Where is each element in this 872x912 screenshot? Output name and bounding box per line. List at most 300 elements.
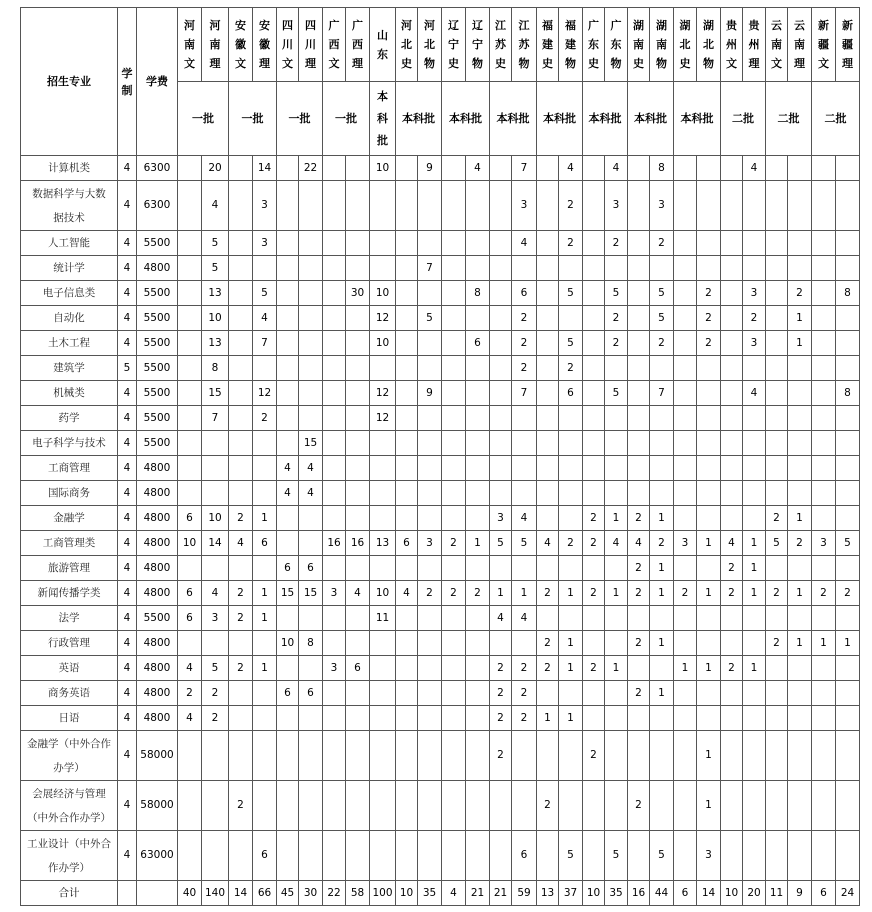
header-province-6 xyxy=(323,8,346,82)
duration-value: 4 xyxy=(123,461,131,474)
quota-value: 6 xyxy=(284,686,291,699)
quota-cell xyxy=(697,281,721,306)
quota-cell xyxy=(299,256,323,281)
quota-cell xyxy=(697,481,721,506)
quota-cell xyxy=(346,481,370,506)
quota-cell xyxy=(202,731,229,781)
quota-cell xyxy=(202,406,229,431)
quota-value: 2 xyxy=(728,561,735,574)
quota-cell xyxy=(721,481,743,506)
quota-cell xyxy=(323,331,346,356)
quota-cell xyxy=(743,406,766,431)
quota-cell xyxy=(697,256,721,281)
quota-cell xyxy=(442,531,466,556)
duration-value: 4 xyxy=(123,561,131,574)
quota-value: 3 xyxy=(612,199,620,211)
quota-value: 2 xyxy=(237,661,244,674)
quota-cell xyxy=(178,356,202,381)
fee-cell xyxy=(137,731,178,781)
quota-cell xyxy=(674,706,697,731)
quota-cell xyxy=(202,231,229,256)
major-name: 旅游管理 xyxy=(48,561,90,574)
quota-value: 5 xyxy=(844,536,851,549)
quota-value: 14 xyxy=(208,536,222,549)
total-label-cell xyxy=(21,881,118,906)
duration-cell xyxy=(118,706,137,731)
quota-value: 4 xyxy=(474,161,481,174)
quota-cell xyxy=(418,731,442,781)
quota-cell xyxy=(346,681,370,706)
quota-cell xyxy=(370,181,396,231)
quota-cell xyxy=(721,781,743,831)
quota-value: 1 xyxy=(520,586,528,599)
quota-value: 4 xyxy=(237,536,244,549)
quota-cell xyxy=(466,706,490,731)
quota-cell xyxy=(812,381,836,406)
quota-value: 5 xyxy=(658,311,665,324)
quota-cell xyxy=(788,356,812,381)
major-name: 建筑学 xyxy=(53,361,85,374)
duration-cell xyxy=(118,356,137,381)
major-name: 人工智能 xyxy=(48,236,90,249)
quota-cell xyxy=(396,831,418,881)
quota-cell xyxy=(512,381,537,406)
quota-cell xyxy=(650,831,674,881)
province-char: 苏 xyxy=(495,38,506,51)
quota-cell xyxy=(674,556,697,581)
quota-cell xyxy=(202,356,229,381)
province-char: 物 xyxy=(472,57,483,70)
quota-cell xyxy=(299,331,323,356)
quota-value: 1 xyxy=(705,586,712,599)
quota-cell xyxy=(697,406,721,431)
quota-cell xyxy=(466,406,490,431)
quota-cell xyxy=(323,456,346,481)
quota-cell xyxy=(537,231,559,256)
province-char: 州 xyxy=(726,38,737,51)
quota-value: 4 xyxy=(211,586,219,599)
quota-cell xyxy=(743,456,766,481)
header-province-15 xyxy=(537,8,559,82)
quota-cell xyxy=(299,656,323,681)
fee-cell xyxy=(137,656,178,681)
quota-cell xyxy=(277,381,299,406)
quota-cell xyxy=(370,656,396,681)
duration-cell xyxy=(118,831,137,881)
total-quota-cell xyxy=(788,881,812,906)
quota-cell xyxy=(766,256,788,281)
quota-cell xyxy=(605,406,628,431)
quota-value: 2 xyxy=(705,286,712,299)
header-province-0 xyxy=(178,8,202,82)
major-name: （中外合作办学） xyxy=(27,811,111,824)
quota-cell xyxy=(650,631,674,656)
header-province-20 xyxy=(650,8,674,82)
quota-value: 3 xyxy=(330,586,338,599)
quota-cell xyxy=(466,281,490,306)
total-value: 100 xyxy=(372,886,393,899)
quota-cell xyxy=(490,606,512,631)
quota-cell xyxy=(346,781,370,831)
province-char: 文 xyxy=(235,57,246,70)
quota-value: 6 xyxy=(261,536,268,549)
quota-cell xyxy=(743,431,766,456)
quota-cell xyxy=(253,431,277,456)
batch-label: 一批 xyxy=(335,112,357,125)
total-quota-cell xyxy=(370,881,396,906)
quota-value: 1 xyxy=(705,799,712,811)
major-cell xyxy=(21,631,118,656)
quota-value: 2 xyxy=(567,361,574,374)
major-name: 自动化 xyxy=(53,311,85,324)
quota-value: 4 xyxy=(635,536,642,549)
quota-value: 3 xyxy=(658,199,665,211)
quota-value: 5 xyxy=(612,286,620,299)
quota-value: 2 xyxy=(750,311,758,324)
quota-cell xyxy=(605,556,628,581)
quota-cell xyxy=(628,231,650,256)
fee-cell xyxy=(137,331,178,356)
major-name: 办学） xyxy=(53,761,85,774)
quota-cell xyxy=(743,581,766,606)
quota-value: 1 xyxy=(261,611,268,624)
quota-cell xyxy=(836,406,860,431)
quota-cell xyxy=(396,681,418,706)
quota-cell xyxy=(418,556,442,581)
total-quota-cell xyxy=(766,881,788,906)
major-cell xyxy=(21,731,118,781)
quota-value: 2 xyxy=(520,311,528,324)
quota-cell xyxy=(812,156,836,181)
major-cell xyxy=(21,381,118,406)
quota-cell xyxy=(697,706,721,731)
quota-cell xyxy=(229,181,253,231)
quota-cell xyxy=(277,431,299,456)
quota-cell xyxy=(674,356,697,381)
quota-cell xyxy=(442,731,466,781)
batch-char: 本 xyxy=(377,89,388,103)
quota-cell xyxy=(628,531,650,556)
header-duration xyxy=(118,8,137,156)
quota-cell xyxy=(559,456,583,481)
quota-cell xyxy=(229,506,253,531)
quota-cell xyxy=(466,331,490,356)
quota-value: 6 xyxy=(186,611,193,624)
quota-cell xyxy=(721,331,743,356)
quota-cell xyxy=(370,506,396,531)
major-cell xyxy=(21,656,118,681)
major-name: 电子科学与技术 xyxy=(32,436,106,449)
table-row xyxy=(21,531,860,556)
quota-cell xyxy=(178,406,202,431)
quota-cell xyxy=(418,681,442,706)
duration-cell xyxy=(118,456,137,481)
province-char: 东 xyxy=(377,47,388,61)
quota-cell xyxy=(418,656,442,681)
major-cell xyxy=(21,531,118,556)
quota-cell xyxy=(299,731,323,781)
province-char: 物 xyxy=(565,57,576,70)
quota-cell xyxy=(836,331,860,356)
quota-cell xyxy=(583,831,605,881)
province-char: 江 xyxy=(518,19,530,32)
duration-cell xyxy=(118,631,137,656)
quota-cell xyxy=(512,431,537,456)
quota-value: 2 xyxy=(186,686,193,699)
quota-cell xyxy=(812,506,836,531)
quota-cell xyxy=(512,656,537,681)
quota-value: 8 xyxy=(658,161,665,174)
quota-cell xyxy=(650,731,674,781)
quota-cell xyxy=(512,306,537,331)
quota-cell xyxy=(442,831,466,881)
quota-cell xyxy=(537,731,559,781)
quota-value: 16 xyxy=(350,536,365,549)
quota-cell xyxy=(490,156,512,181)
quota-cell xyxy=(253,231,277,256)
quota-cell xyxy=(512,331,537,356)
quota-cell xyxy=(512,681,537,706)
quota-value: 2 xyxy=(237,586,244,599)
fee-value: 4800 xyxy=(143,661,171,674)
quota-cell xyxy=(721,556,743,581)
table-row xyxy=(21,381,860,406)
batch-label: 一批 xyxy=(288,112,311,125)
province-char: 文 xyxy=(328,57,340,70)
quota-cell xyxy=(583,381,605,406)
quota-cell xyxy=(512,556,537,581)
province-char: 江 xyxy=(495,19,506,32)
quota-cell xyxy=(537,506,559,531)
quota-cell xyxy=(178,731,202,781)
quota-cell xyxy=(229,356,253,381)
quota-cell xyxy=(442,506,466,531)
quota-cell xyxy=(836,781,860,831)
province-char: 疆 xyxy=(818,38,829,51)
quota-cell xyxy=(605,656,628,681)
quota-value: 2 xyxy=(237,611,244,624)
quota-cell xyxy=(836,631,860,656)
quota-cell xyxy=(490,656,512,681)
major-name: 法学 xyxy=(58,611,80,624)
fee-cell xyxy=(137,156,178,181)
quota-value: 4 xyxy=(403,586,410,599)
quota-cell xyxy=(697,831,721,881)
quota-cell xyxy=(512,781,537,831)
quota-value: 1 xyxy=(750,561,758,574)
fee-cell xyxy=(137,631,178,656)
header-batch-0 xyxy=(178,82,229,156)
quota-cell xyxy=(178,181,202,231)
quota-value: 2 xyxy=(705,336,712,349)
major-cell xyxy=(21,406,118,431)
quota-cell xyxy=(605,256,628,281)
quota-value: 1 xyxy=(261,661,268,674)
quota-cell xyxy=(229,431,253,456)
quota-cell xyxy=(537,306,559,331)
quota-cell xyxy=(674,606,697,631)
province-char: 河 xyxy=(209,19,221,32)
quota-cell xyxy=(537,181,559,231)
quota-cell xyxy=(370,431,396,456)
quota-cell xyxy=(628,431,650,456)
table-row xyxy=(21,831,860,881)
quota-value: 1 xyxy=(497,586,504,599)
quota-cell xyxy=(418,406,442,431)
quota-cell xyxy=(836,381,860,406)
quota-cell xyxy=(743,231,766,256)
quota-value: 6 xyxy=(284,561,291,574)
quota-value: 13 xyxy=(375,536,390,549)
quota-value: 2 xyxy=(612,311,620,324)
quota-cell xyxy=(229,631,253,656)
duration-value: 4 xyxy=(123,261,131,274)
quota-value: 1 xyxy=(796,511,803,524)
duration-value: 4 xyxy=(123,311,131,324)
quota-cell xyxy=(743,556,766,581)
quota-cell xyxy=(299,631,323,656)
major-name: 计算机类 xyxy=(48,161,90,174)
quota-cell xyxy=(743,731,766,781)
duration-cell xyxy=(118,231,137,256)
quota-cell xyxy=(721,356,743,381)
quota-cell xyxy=(721,456,743,481)
quota-cell xyxy=(418,356,442,381)
quota-cell xyxy=(721,406,743,431)
major-cell xyxy=(21,306,118,331)
header-province-2 xyxy=(229,8,253,82)
quota-cell xyxy=(418,506,442,531)
quota-cell xyxy=(812,281,836,306)
quota-cell xyxy=(743,281,766,306)
quota-cell xyxy=(346,656,370,681)
quota-cell xyxy=(442,381,466,406)
major-name: 金融学（中外合作 xyxy=(27,737,111,750)
province-char: 辽 xyxy=(448,19,459,32)
quota-cell xyxy=(178,556,202,581)
quota-cell xyxy=(202,481,229,506)
quota-cell xyxy=(396,331,418,356)
quota-value: 7 xyxy=(520,161,528,174)
quota-cell xyxy=(836,606,860,631)
quota-cell xyxy=(202,181,229,231)
duration-value: 4 xyxy=(123,336,131,349)
quota-value: 9 xyxy=(426,386,433,399)
quota-value: 12 xyxy=(257,386,272,399)
table-row xyxy=(21,681,860,706)
quota-cell xyxy=(812,656,836,681)
quota-cell xyxy=(277,781,299,831)
quota-cell xyxy=(697,606,721,631)
quota-cell xyxy=(253,731,277,781)
quota-value: 2 xyxy=(612,236,620,249)
quota-cell xyxy=(178,231,202,256)
header-province-26 xyxy=(788,8,812,82)
quota-cell xyxy=(674,506,697,531)
quota-cell xyxy=(583,606,605,631)
duration-cell xyxy=(118,156,137,181)
quota-cell xyxy=(788,231,812,256)
quota-cell xyxy=(346,556,370,581)
major-name: 工商管理类 xyxy=(42,536,96,549)
province-char: 南 xyxy=(633,38,644,51)
quota-cell xyxy=(323,506,346,531)
quota-value: 2 xyxy=(590,586,597,599)
quota-cell xyxy=(743,481,766,506)
quota-value: 11 xyxy=(375,611,390,624)
quota-value: 4 xyxy=(307,486,314,499)
table-row xyxy=(21,456,860,481)
quota-cell xyxy=(442,581,466,606)
fee-value: 4800 xyxy=(143,561,171,574)
quota-value: 5 xyxy=(773,536,780,549)
quota-cell xyxy=(605,731,628,781)
quota-value: 1 xyxy=(705,661,712,674)
quota-cell xyxy=(628,506,650,531)
quota-cell xyxy=(697,306,721,331)
quota-cell xyxy=(812,256,836,281)
quota-cell xyxy=(537,681,559,706)
quota-cell xyxy=(277,306,299,331)
quota-value: 2 xyxy=(520,661,528,674)
total-value: 30 xyxy=(303,886,318,899)
quota-cell xyxy=(253,531,277,556)
quota-value: 2 xyxy=(773,636,780,649)
quota-cell xyxy=(299,556,323,581)
quota-cell xyxy=(697,781,721,831)
fee-cell xyxy=(137,356,178,381)
quota-cell xyxy=(812,531,836,556)
quota-cell xyxy=(466,456,490,481)
quota-cell xyxy=(836,356,860,381)
total-label: 合计 xyxy=(58,886,80,899)
major-name: 统计学 xyxy=(53,261,85,274)
duration-value: 4 xyxy=(123,611,131,624)
quota-value: 4 xyxy=(261,311,268,324)
total-value: 14 xyxy=(233,886,248,899)
quota-cell xyxy=(605,481,628,506)
quota-cell xyxy=(178,331,202,356)
quota-cell xyxy=(583,331,605,356)
quota-cell xyxy=(743,356,766,381)
quota-cell xyxy=(836,456,860,481)
fee-cell xyxy=(137,556,178,581)
table-row xyxy=(21,331,860,356)
quota-cell xyxy=(628,456,650,481)
quota-value: 2 xyxy=(658,236,665,249)
quota-cell xyxy=(537,381,559,406)
province-char: 物 xyxy=(518,57,530,70)
fee-value: 6300 xyxy=(143,199,171,211)
quota-cell xyxy=(812,681,836,706)
province-char: 理 xyxy=(209,57,221,70)
fee-value: 4800 xyxy=(143,686,171,699)
quota-cell xyxy=(766,731,788,781)
quota-value: 2 xyxy=(728,586,735,599)
quota-value: 8 xyxy=(307,636,314,649)
fee-value: 4800 xyxy=(143,511,171,524)
quota-cell xyxy=(202,581,229,606)
quota-cell xyxy=(650,306,674,331)
province-char: 理 xyxy=(842,57,853,70)
province-char: 贵 xyxy=(748,19,760,32)
quota-cell xyxy=(721,581,743,606)
quota-cell xyxy=(836,231,860,256)
quota-cell xyxy=(559,331,583,356)
quota-cell xyxy=(466,631,490,656)
duration-cell xyxy=(118,606,137,631)
quota-cell xyxy=(277,681,299,706)
